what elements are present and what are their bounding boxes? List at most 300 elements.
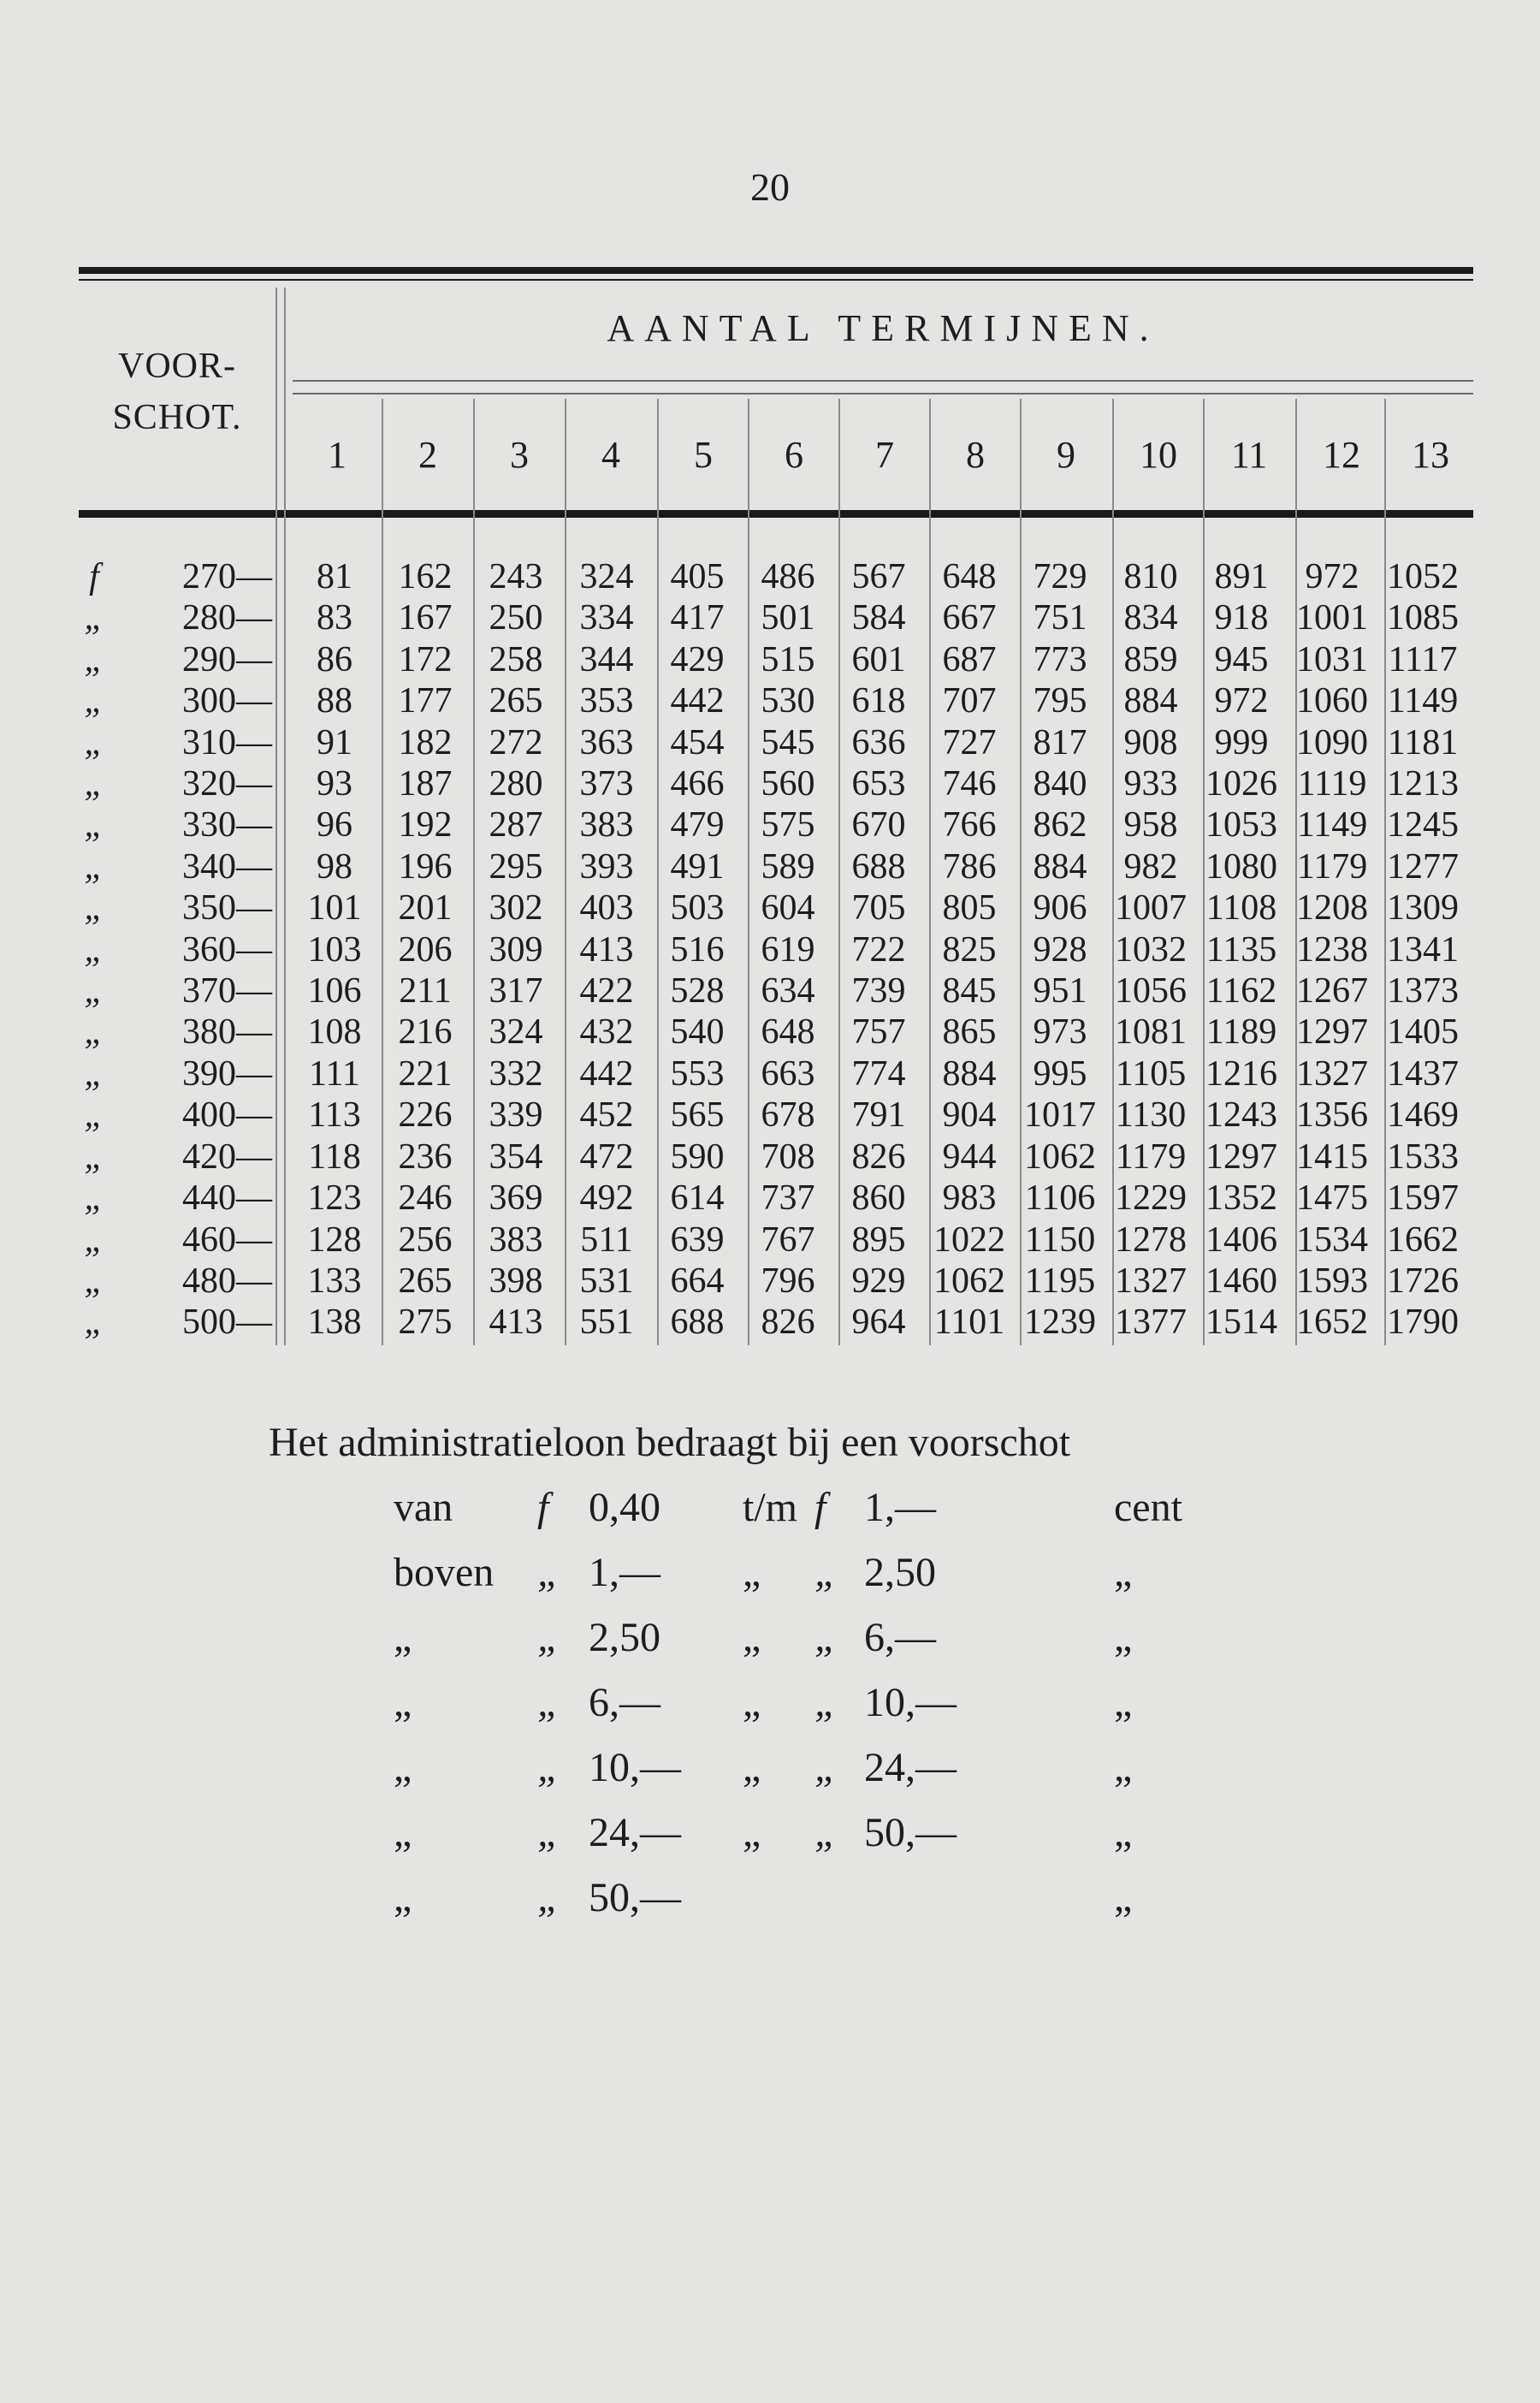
cell-value: 1460 [1205,1261,1277,1301]
amount-dash: — [236,1261,272,1301]
cell-value: 81 [317,557,352,596]
currency-symbol: „ [84,971,104,1012]
cell-value: 295 [489,846,543,887]
advance-amount: 320 [182,764,236,804]
cell-value: 317 [489,971,543,1012]
from-amount: 0,40 [589,1485,660,1530]
cell-value: 118 [308,1136,361,1177]
cell-value: 1195 [1024,1261,1096,1301]
cell-value: 575 [761,805,815,846]
cell-value: 862 [1033,805,1087,846]
amount-dash: — [236,1219,272,1260]
currency-symbol: „ [84,1012,104,1053]
cell-value: 413 [489,1302,543,1343]
cell-value: 1469 [1387,1095,1459,1136]
table-row [79,1095,1468,1136]
from-symbol: „ [537,1745,560,1790]
from-symbol: f [537,1485,549,1530]
table-row [79,846,1468,887]
amount-dash: — [236,805,272,846]
cell-value: 1208 [1296,888,1368,929]
cell-value: 88 [317,681,352,721]
cell-value: 246 [398,1178,453,1219]
cell-value: 891 [1214,557,1269,596]
cell-value: 1179 [1296,846,1368,887]
amount-dash: — [236,557,272,596]
cell-value: 1475 [1296,1178,1368,1219]
cell-value: 751 [1033,598,1087,638]
cell-value: 1017 [1024,1095,1096,1136]
cell-value: 918 [1214,598,1269,638]
cell-value: 1213 [1387,764,1459,804]
cell-value: 884 [1033,846,1087,887]
cell-value: 648 [761,1012,815,1053]
cell-value: 840 [1033,764,1087,804]
currency-symbol: „ [84,1261,104,1301]
advance-amount: 500 [182,1302,236,1343]
cell-value: 951 [1033,971,1087,1012]
table-row [79,1261,1468,1302]
cell-value: 138 [307,1302,362,1343]
cell-value: 211 [399,971,452,1012]
row-lead: „ [394,1615,412,1660]
cell-value: 774 [851,1053,906,1094]
currency-symbol: „ [84,1053,104,1094]
cell-value: 103 [307,929,362,970]
cell-value: 432 [579,1012,634,1053]
cell-value: 1356 [1296,1095,1368,1136]
cell-value: 528 [670,971,725,1012]
cell-value: 369 [489,1178,543,1219]
cell-value: 973 [1033,1012,1087,1053]
cell-value: 309 [489,929,543,970]
cell-value: 83 [317,598,352,638]
cell-value: 904 [942,1095,997,1136]
cell-value: 373 [579,764,634,804]
table-row [79,722,1468,763]
currency-symbol: „ [84,805,104,846]
installment-table [79,556,1468,1344]
cell-value: 826 [761,1302,815,1343]
cell-value: 503 [670,888,725,929]
cell-value: 663 [761,1053,815,1094]
cell-value: 1101 [933,1302,1005,1343]
advance-amount: 400 [182,1095,236,1136]
cell-value: 1179 [1115,1136,1187,1177]
advance-amount: 420 [182,1136,236,1177]
cell-value: 1216 [1205,1053,1277,1094]
currency-symbol: „ [84,1178,104,1219]
cell-value: 1327 [1296,1053,1368,1094]
cell-value: 746 [942,764,997,804]
cell-value: 618 [851,681,906,721]
cell-value: 995 [1033,1053,1087,1094]
cell-value: 1352 [1205,1178,1277,1219]
cell-value: 551 [579,1302,634,1343]
column-header: 5 [694,434,713,476]
to-amount: 24,— [864,1745,957,1790]
from-symbol: „ [537,1810,560,1855]
cell-value: 1341 [1387,929,1459,970]
amount-dash: — [236,846,272,887]
cell-value: 601 [851,639,906,679]
cell-value: 93 [317,764,352,804]
cell-value: 1130 [1115,1095,1187,1136]
cell-value: 302 [489,888,543,929]
cell-value: 1062 [933,1261,1005,1301]
cell-value: 653 [851,764,906,804]
cell-value: 1373 [1387,971,1459,1012]
cell-value: 1032 [1115,929,1187,970]
cell-value: 1297 [1296,1012,1368,1053]
cell-value: 363 [579,722,634,762]
cell-value: 972 [1305,557,1359,596]
range-connector: „ [743,1810,761,1855]
currency-symbol: „ [84,846,104,887]
cell-value: 162 [398,557,453,596]
advance-amount: 460 [182,1219,236,1260]
amount-dash: — [236,722,272,762]
cell-value: 604 [761,888,815,929]
range-connector: „ [743,1615,761,1660]
fee-unit: „ [1114,1745,1133,1790]
advance-amount: 280 [182,598,236,638]
currency-symbol: „ [84,1302,104,1343]
cell-value: 442 [670,681,725,721]
cell-value: 584 [851,598,906,638]
amount-dash: — [236,1178,272,1219]
fee-unit: „ [1114,1550,1133,1595]
cell-value: 405 [670,557,725,596]
cell-value: 1105 [1115,1053,1187,1094]
cell-value: 670 [851,805,906,846]
to-symbol: „ [814,1550,838,1595]
amount-dash: — [236,971,272,1012]
cell-value: 486 [761,557,815,596]
to-amount: 1,— [864,1485,936,1530]
cell-value: 98 [317,846,352,887]
cell-value: 722 [851,929,906,970]
cell-value: 1406 [1205,1219,1277,1260]
cell-value: 1149 [1387,681,1459,721]
cell-value: 859 [1123,639,1178,679]
table-row [79,763,1468,804]
cell-value: 933 [1123,764,1178,804]
column-header: 10 [1140,434,1177,476]
cell-value: 928 [1033,929,1087,970]
cell-value: 108 [307,1012,362,1053]
cell-value: 865 [942,1012,997,1053]
from-symbol: „ [537,1875,560,1920]
advance-amount: 340 [182,846,236,887]
column-header: 13 [1412,434,1449,476]
cell-value: 1189 [1205,1012,1277,1053]
cell-value: 324 [579,557,634,596]
currency-symbol: „ [84,639,104,679]
cell-value: 1056 [1115,971,1187,1012]
cell-value: 472 [579,1136,634,1177]
cell-value: 1080 [1205,846,1277,887]
amount-dash: — [236,929,272,970]
from-symbol: „ [537,1680,560,1725]
cell-value: 398 [489,1261,543,1301]
range-connector: „ [743,1550,761,1595]
cell-value: 383 [489,1219,543,1260]
to-amount: 50,— [864,1810,957,1855]
cell-value: 766 [942,805,997,846]
cell-value: 687 [942,639,997,679]
cell-value: 826 [851,1136,906,1177]
column-header: 3 [510,434,529,476]
cell-value: 1245 [1387,805,1459,846]
cell-value: 1597 [1387,1178,1459,1219]
currency-symbol: „ [84,681,104,721]
cell-value: 1790 [1387,1302,1459,1343]
amount-dash: — [236,1095,272,1136]
amount-dash: — [236,888,272,929]
cell-value: 187 [398,764,453,804]
cell-value: 845 [942,971,997,1012]
top-thin-rule [79,279,1473,281]
cell-value: 454 [670,722,725,762]
top-thick-rule [79,267,1473,274]
currency-symbol: f [89,557,99,596]
from-amount: 1,— [589,1550,660,1595]
cell-value: 634 [761,971,815,1012]
admin-fee-heading: Het administratieloon bedraagt bij een voorschot [269,1420,1071,1465]
cell-value: 101 [307,888,362,929]
cell-value: 516 [670,929,725,970]
advance-amount: 360 [182,929,236,970]
from-amount: 50,— [589,1875,681,1920]
cell-value: 908 [1123,722,1178,762]
cell-value: 678 [761,1095,815,1136]
cell-value: 929 [851,1261,906,1301]
cell-value: 1405 [1387,1012,1459,1053]
page-number: 20 [750,165,790,209]
cell-value: 708 [761,1136,815,1177]
cell-value: 354 [489,1136,543,1177]
table-row [79,970,1468,1012]
cell-value: 265 [398,1261,453,1301]
to-symbol: f [814,1485,826,1530]
table-row [79,929,1468,970]
cell-value: 91 [317,722,352,762]
table-row [79,597,1468,638]
table-row [79,1302,1468,1343]
cell-value: 1238 [1296,929,1368,970]
cell-value: 1593 [1296,1261,1368,1301]
cell-value: 567 [851,557,906,596]
cell-value: 1652 [1296,1302,1368,1343]
cell-value: 834 [1123,598,1178,638]
cell-value: 353 [579,681,634,721]
from-amount: 24,— [589,1810,681,1855]
row-lead: boven [394,1550,495,1595]
cell-value: 707 [942,681,997,721]
cell-value: 403 [579,888,634,929]
cell-value: 906 [1033,888,1087,929]
cell-value: 1533 [1387,1136,1459,1177]
cell-value: 501 [761,598,815,638]
column-header: 7 [875,434,894,476]
to-symbol: „ [814,1745,838,1790]
column-header: 6 [785,434,803,476]
cell-value: 560 [761,764,815,804]
cell-value: 729 [1033,557,1087,596]
cell-value: 515 [761,639,815,679]
cell-value: 216 [398,1012,453,1053]
currency-symbol: „ [84,722,104,762]
cell-value: 530 [761,681,815,721]
cell-value: 688 [851,846,906,887]
to-symbol: „ [814,1810,838,1855]
cell-value: 958 [1123,805,1178,846]
advance-amount: 390 [182,1053,236,1094]
cell-value: 565 [670,1095,725,1136]
cell-value: 1278 [1115,1219,1187,1260]
cell-value: 492 [579,1178,634,1219]
cell-value: 172 [398,639,453,679]
cell-value: 590 [670,1136,725,1177]
cell-value: 860 [851,1178,906,1219]
from-amount: 6,— [589,1680,660,1725]
cell-value: 705 [851,888,906,929]
table-row [79,1219,1468,1261]
cell-value: 256 [398,1219,453,1260]
cell-value: 1277 [1387,846,1459,887]
cell-value: 972 [1214,681,1269,721]
cell-value: 182 [398,722,453,762]
cell-value: 1297 [1205,1136,1277,1177]
advance-amount: 270 [182,557,236,596]
header-bottom-rule [79,510,1473,518]
column-header: 8 [966,434,985,476]
cell-value: 429 [670,639,725,679]
currency-symbol: „ [84,598,104,638]
cell-value: 1022 [933,1219,1005,1260]
cell-value: 167 [398,598,453,638]
cell-value: 619 [761,929,815,970]
advance-amount: 380 [182,1012,236,1053]
cell-value: 113 [308,1095,361,1136]
cell-value: 221 [398,1053,453,1094]
to-symbol: „ [814,1680,838,1725]
cell-value: 442 [579,1053,634,1094]
cell-value: 945 [1214,639,1269,679]
header-double-rule-a [293,380,1473,382]
row-lead: „ [394,1680,412,1725]
cell-value: 111 [309,1053,360,1094]
currency-symbol: „ [84,1136,104,1177]
cell-value: 1007 [1115,888,1187,929]
range-connector: „ [743,1745,761,1790]
cell-value: 944 [942,1136,997,1177]
cell-value: 422 [579,971,634,1012]
cell-value: 648 [942,557,997,596]
cell-value: 639 [670,1219,725,1260]
from-symbol: „ [537,1550,560,1595]
cell-value: 491 [670,846,725,887]
column-group-title: AANTAL TERMIJNEN. [607,307,1159,349]
cell-value: 344 [579,639,634,679]
fee-unit: „ [1114,1810,1133,1855]
cell-value: 1090 [1296,722,1368,762]
cell-value: 1162 [1205,971,1277,1012]
cell-value: 1309 [1387,888,1459,929]
table-row [79,1053,1468,1095]
range-connector: „ [743,1680,761,1725]
cell-value: 982 [1123,846,1178,887]
table-row [79,887,1468,929]
cell-value: 280 [489,764,543,804]
advance-amount: 290 [182,639,236,679]
row-lead: „ [394,1745,412,1790]
table-row [79,680,1468,721]
currency-symbol: „ [84,1219,104,1260]
amount-dash: — [236,1012,272,1053]
cell-value: 531 [579,1261,634,1301]
cell-value: 196 [398,846,453,887]
cell-value: 817 [1033,722,1087,762]
cell-value: 773 [1033,639,1087,679]
cell-value: 810 [1123,557,1178,596]
cell-value: 636 [851,722,906,762]
amount-dash: — [236,1302,272,1343]
range-connector: t/m [743,1485,798,1530]
row-header-line1: VOOR- [118,347,236,386]
fee-unit: „ [1114,1680,1133,1725]
cell-value: 1377 [1115,1302,1187,1343]
cell-value: 791 [851,1095,906,1136]
cell-value: 192 [398,805,453,846]
cell-value: 479 [670,805,725,846]
currency-symbol: „ [84,888,104,929]
amount-dash: — [236,598,272,638]
cell-value: 786 [942,846,997,887]
from-amount: 2,50 [589,1615,660,1660]
cell-value: 796 [761,1261,815,1301]
cell-value: 1514 [1205,1302,1277,1343]
cell-value: 1001 [1296,598,1368,638]
cell-value: 466 [670,764,725,804]
cell-value: 1081 [1115,1012,1187,1053]
cell-value: 1415 [1296,1136,1368,1177]
cell-value: 258 [489,639,543,679]
cell-value: 540 [670,1012,725,1053]
cell-value: 106 [307,971,362,1012]
cell-value: 339 [489,1095,543,1136]
amount-dash: — [236,639,272,679]
fee-unit: „ [1114,1615,1133,1660]
cell-value: 664 [670,1261,725,1301]
cell-value: 1062 [1024,1136,1096,1177]
cell-value: 128 [307,1219,362,1260]
column-header: 12 [1323,434,1360,476]
cell-value: 589 [761,846,815,887]
cell-value: 265 [489,681,543,721]
cell-value: 324 [489,1012,543,1053]
column-header: 4 [601,434,620,476]
cell-value: 667 [942,598,997,638]
cell-value: 895 [851,1219,906,1260]
cell-value: 1181 [1387,722,1459,762]
currency-symbol: „ [84,1095,104,1136]
cell-value: 334 [579,598,634,638]
cell-value: 964 [851,1302,906,1343]
cell-value: 287 [489,805,543,846]
cell-value: 1150 [1024,1219,1096,1260]
